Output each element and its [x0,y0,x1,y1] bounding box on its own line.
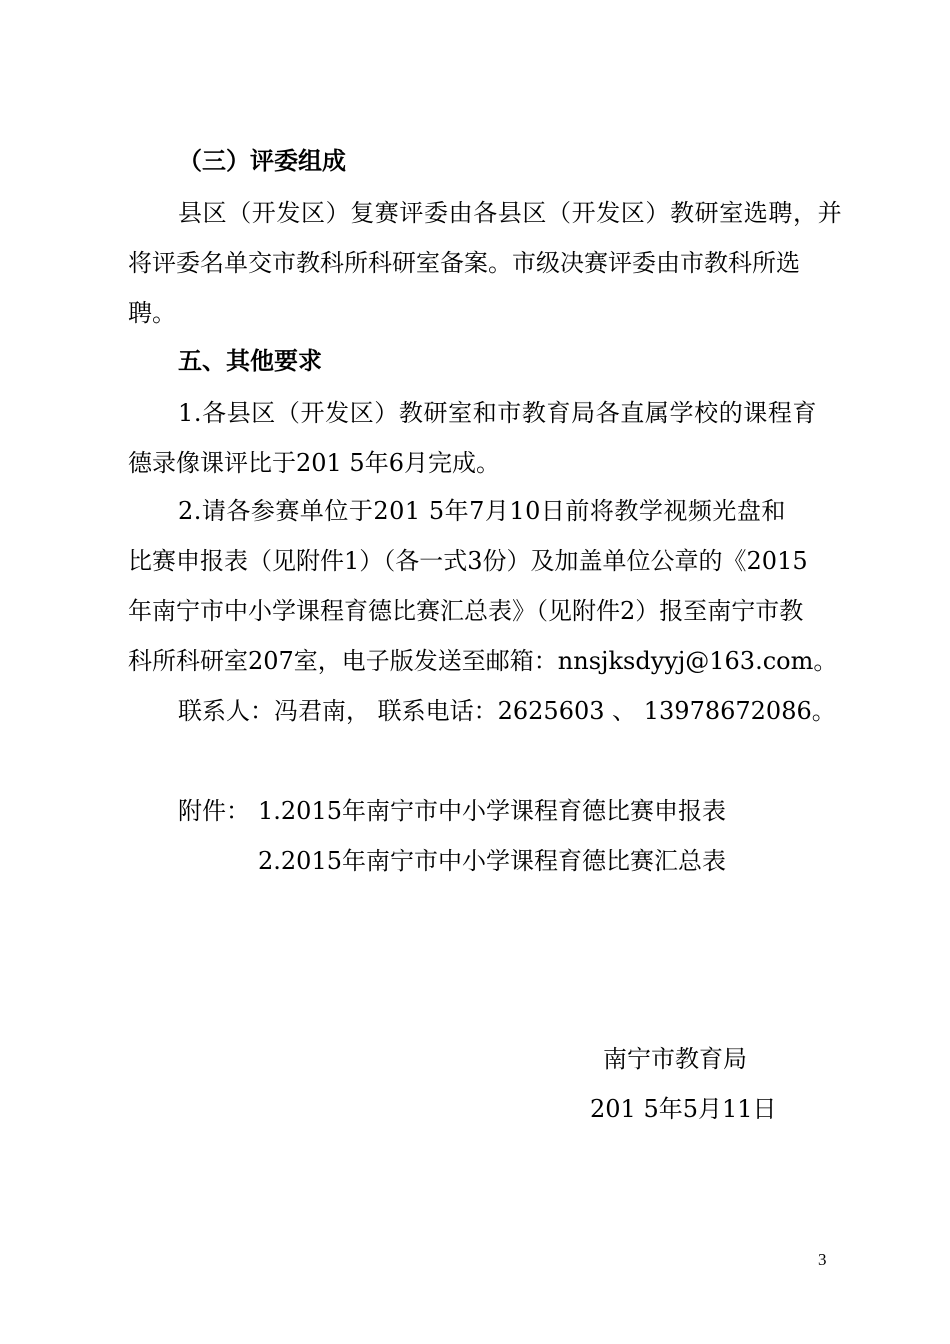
paragraph-line: 科所科研室207室，电子版发送至邮箱：nnsjksdyyj@163.com。 [128,647,838,675]
paragraph-line: 1.各县区（开发区）教研室和市教育局各直属学校的课程育 [178,399,818,427]
page-number: 3 [818,1250,827,1269]
paragraph-line: 2.请各参赛单位于201 5年7月10日前将教学视频光盘和 [178,497,786,525]
paragraph-line: 将评委名单交市教科所科研室备案。市级决赛评委由市教科所选 [128,249,800,277]
section-heading-judges: （三）评委组成 [178,147,346,175]
paragraph-line: 比赛申报表（见附件1）（各一式3份）及加盖单位公章的《2015 [128,547,808,575]
paragraph-line: 聘。 [128,299,176,327]
signature-organization: 南宁市教育局 [603,1045,747,1073]
signature-date: 201 5年5月11日 [590,1095,777,1123]
paragraph-line: 年南宁市中小学课程育德比赛汇总表》（见附件2）报至南宁市教 [128,597,804,625]
paragraph-line: 县区（开发区）复赛评委由各县区（开发区）教研室选聘，并 [178,199,843,227]
attachments-label: 附件： [178,797,250,825]
attachment-item: 1.2015年南宁市中小学课程育德比赛申报表 [258,797,726,825]
paragraph-line: 德录像课评比于201 5年6月完成。 [128,449,500,477]
attachment-item: 2.2015年南宁市中小学课程育德比赛汇总表 [258,847,726,875]
section-heading-other-requirements: 五、其他要求 [178,347,322,375]
contact-line: 联系人：冯君南， 联系电话：2625603 、 13978672086。 [178,697,836,725]
